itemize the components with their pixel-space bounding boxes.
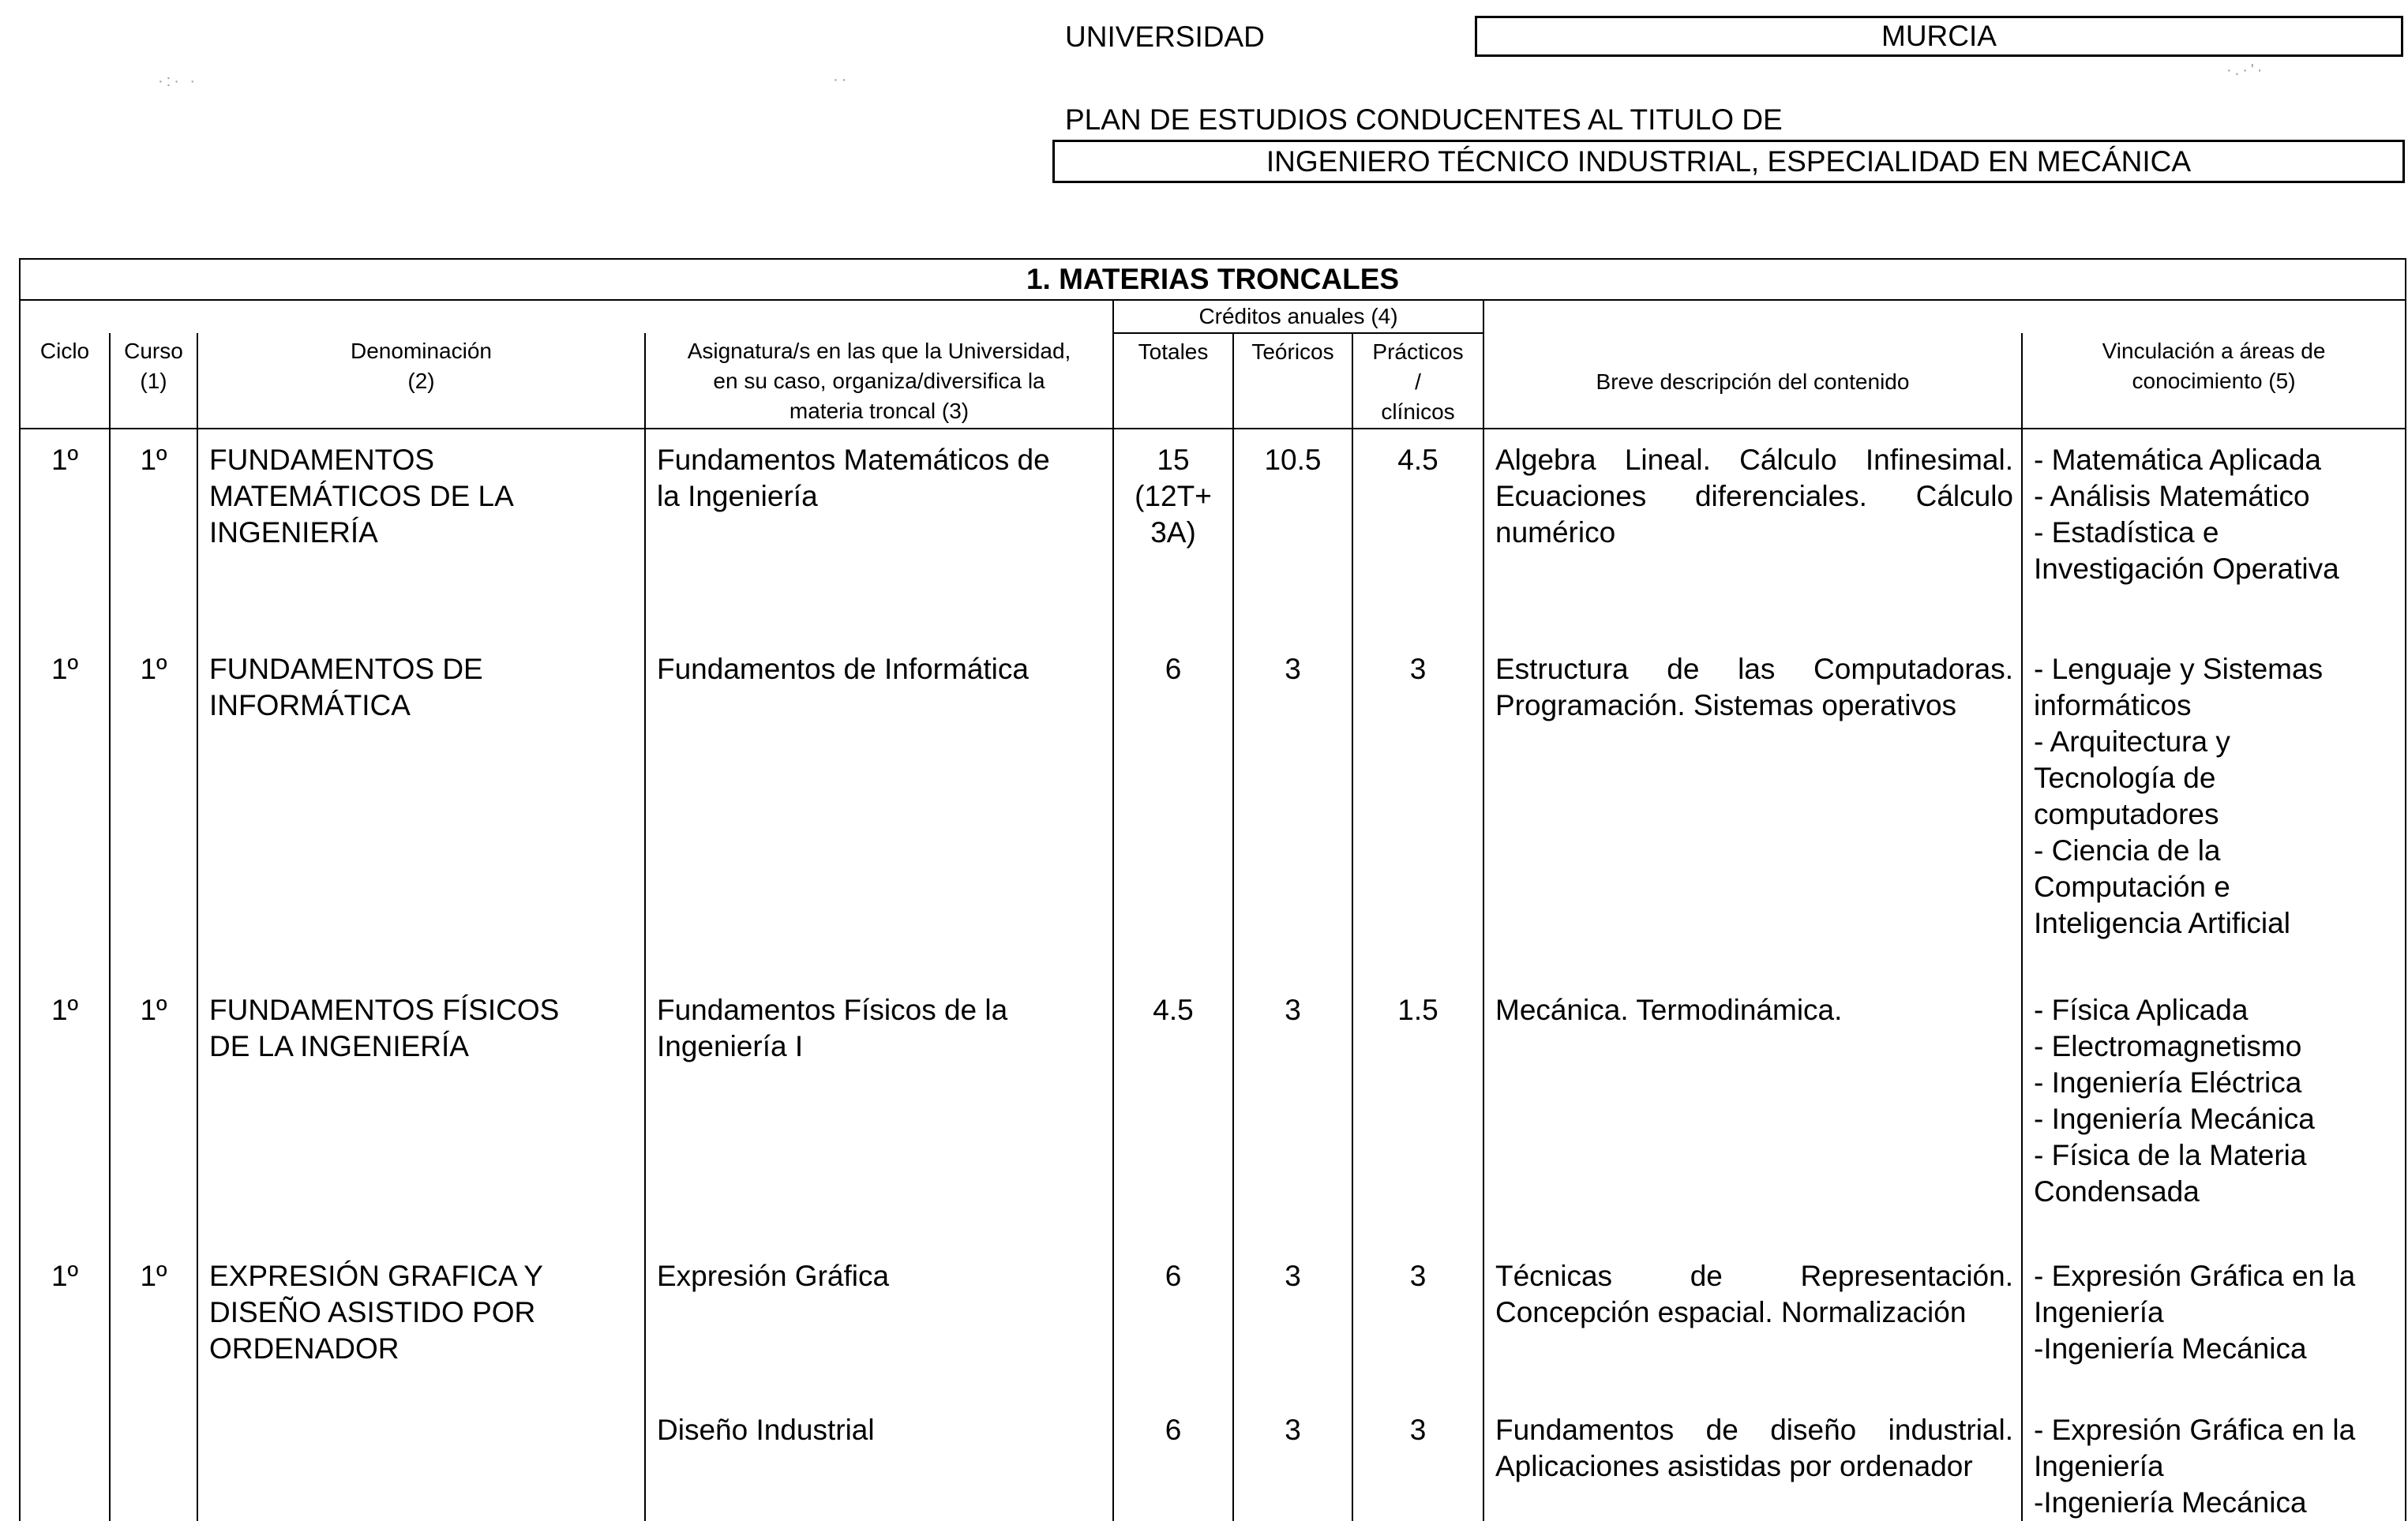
denominacion-cell bbox=[197, 429, 645, 615]
asignatura-cell bbox=[645, 615, 1113, 956]
practicos-cell bbox=[1352, 615, 1483, 956]
universidad-value: MURCIA bbox=[1881, 20, 1997, 52]
teoricos-cell bbox=[1233, 1376, 1352, 1521]
vinculacion-cell-line: Ingeniería bbox=[2034, 1450, 2164, 1482]
practicos-cell bbox=[1352, 956, 1483, 1222]
vinculacion-cell-line: -Ingeniería Mecánica bbox=[2034, 1486, 2307, 1519]
practicos-cell-line: 1.5 bbox=[1397, 994, 1438, 1026]
asignatura-label-line: en su caso, organiza/diversifica la bbox=[713, 369, 1045, 393]
vinculacion-cell-line: - Lenguaje y Sistemas bbox=[2034, 653, 2324, 685]
vinculacion-cell-line: - Ciencia de la bbox=[2034, 834, 2221, 867]
totales-cell-line: 15 bbox=[1157, 444, 1190, 476]
denominacion-cell-line: INGENIERÍA bbox=[209, 516, 378, 549]
vinculacion-cell-line: Tecnología de bbox=[2034, 762, 2216, 794]
vinculacion-label-line: conocimiento (5) bbox=[2132, 369, 2296, 393]
ciclo-cell-line: 1º bbox=[51, 1260, 79, 1292]
descripcion-cell bbox=[1483, 956, 2022, 1222]
vinculacion-cell-line: - Matemática Aplicada bbox=[2034, 444, 2322, 476]
vinculacion-cell-line: - Arquitectura y bbox=[2034, 725, 2230, 758]
universidad-label: UNIVERSIDAD bbox=[1065, 21, 1265, 53]
curso-cell bbox=[110, 615, 197, 956]
descripcion-cell-line: Mecánica. Termodinámica. bbox=[1495, 994, 1843, 1026]
curso-cell-line: 1º bbox=[140, 1260, 167, 1292]
asignatura-cell-line: Fundamentos de Informática bbox=[657, 653, 1029, 685]
asignatura-cell-line: Ingeniería I bbox=[657, 1030, 804, 1062]
materias-troncales-table bbox=[19, 258, 2406, 1521]
totales-cell-line: (12T+ bbox=[1135, 480, 1212, 512]
col-header-asignatura bbox=[645, 333, 1113, 429]
vinculacion-label-line: Vinculación a áreas de bbox=[2102, 339, 2326, 363]
blank-header-cell bbox=[1483, 300, 2406, 333]
totales-cell-line: 6 bbox=[1165, 653, 1182, 685]
scan-speck: ·· bbox=[833, 71, 850, 88]
practicos-cell-line: 3 bbox=[1409, 1414, 1427, 1446]
denominacion-cell-line: FUNDAMENTOS bbox=[209, 444, 435, 476]
ciclo-cell bbox=[20, 615, 110, 956]
curso-cell bbox=[110, 1376, 197, 1521]
denominacion-cell-line: DISEÑO ASISTIDO POR bbox=[209, 1296, 536, 1328]
asignatura-cell bbox=[645, 1376, 1113, 1521]
vinculacion-cell-line: Inteligencia Artificial bbox=[2034, 907, 2290, 939]
vinculacion-cell-line: - Estadística e bbox=[2034, 516, 2219, 549]
totales-cell bbox=[1113, 615, 1233, 956]
col-header-vinculacion bbox=[2022, 333, 2406, 429]
denominacion-cell-line: EXPRESIÓN GRAFICA Y bbox=[209, 1260, 543, 1292]
vinculacion-cell-line: computadores bbox=[2034, 798, 2219, 830]
descripcion-cell-line: Concepción espacial. Normalización bbox=[1495, 1296, 1967, 1328]
descripcion-cell bbox=[1483, 429, 2022, 615]
vinculacion-cell bbox=[2022, 1376, 2406, 1521]
practicos-cell bbox=[1352, 1376, 1483, 1521]
ciclo-cell bbox=[20, 1222, 110, 1376]
descripcion-label: Breve descripción del contenido bbox=[1596, 369, 1910, 394]
asignatura-cell bbox=[645, 429, 1113, 615]
asignatura-cell bbox=[645, 956, 1113, 1222]
practicos-cell bbox=[1352, 1222, 1483, 1376]
vinculacion-cell-line: - Ingeniería Eléctrica bbox=[2034, 1066, 2302, 1099]
teoricos-cell bbox=[1233, 1222, 1352, 1376]
curso-note: (1) bbox=[140, 369, 167, 393]
titulo-value-box bbox=[1052, 140, 2405, 183]
descripcion-cell-line: Algebra Lineal. Cálculo Infinesimal. bbox=[1495, 444, 2013, 476]
denominacion-cell bbox=[197, 1376, 645, 1521]
totales-cell-line: 3A) bbox=[1150, 516, 1196, 549]
descripcion-cell bbox=[1483, 1222, 2022, 1376]
totales-cell bbox=[1113, 1222, 1233, 1376]
teoricos-label: Teóricos bbox=[1251, 339, 1334, 364]
vinculacion-cell-line: Ingeniería bbox=[2034, 1296, 2164, 1328]
ciclo-cell-line: 1º bbox=[51, 444, 79, 476]
titulo-value: INGENIERO TÉCNICO INDUSTRIAL, ESPECIALIDAD EN MECÁNICA bbox=[1266, 144, 2192, 178]
practicos-label-line: clínicos bbox=[1381, 399, 1455, 424]
asignatura-cell-line: Fundamentos Físicos de la bbox=[657, 994, 1008, 1026]
practicos-cell bbox=[1352, 429, 1483, 615]
vinculacion-cell-line: - Expresión Gráfica en la bbox=[2034, 1414, 2356, 1446]
ciclo-cell bbox=[20, 429, 110, 615]
teoricos-cell-line: 3 bbox=[1285, 1260, 1301, 1292]
ciclo-cell-line: 1º bbox=[51, 994, 79, 1026]
blank-header-cell bbox=[20, 300, 1113, 333]
asignatura-cell-line: Fundamentos Matemáticos de bbox=[657, 444, 1050, 476]
col-header-totales bbox=[1113, 333, 1233, 429]
col-header-descripcion bbox=[1483, 333, 2022, 429]
vinculacion-cell-line: - Análisis Matemático bbox=[2034, 480, 2310, 512]
totales-cell-line: 6 bbox=[1165, 1260, 1182, 1292]
descripcion-cell-line: numérico bbox=[1495, 516, 1616, 549]
denominacion-note: (2) bbox=[407, 369, 435, 393]
denominacion-label: Denominación bbox=[351, 339, 492, 363]
vinculacion-cell-line: Investigación Operativa bbox=[2034, 553, 2339, 585]
totales-label: Totales bbox=[1138, 339, 1209, 364]
descripcion-cell bbox=[1483, 615, 2022, 956]
vinculacion-cell bbox=[2022, 429, 2406, 615]
table-row bbox=[20, 1222, 2406, 1376]
vinculacion-cell-line: - Expresión Gráfica en la bbox=[2034, 1260, 2356, 1292]
curso-cell bbox=[110, 1222, 197, 1376]
vinculacion-cell-line: - Electromagnetismo bbox=[2034, 1030, 2302, 1062]
denominacion-cell-line: FUNDAMENTOS FÍSICOS bbox=[209, 994, 560, 1026]
table-title: 1. MATERIAS TRONCALES bbox=[20, 259, 2406, 300]
table-row bbox=[20, 956, 2406, 1222]
col-header-practicos bbox=[1352, 333, 1483, 429]
plan-label: PLAN DE ESTUDIOS CONDUCENTES AL TITULO DE bbox=[1065, 103, 1783, 136]
asignatura-cell-line: la Ingeniería bbox=[657, 480, 818, 512]
col-header-curso bbox=[110, 333, 197, 429]
col-header-denominacion bbox=[197, 333, 645, 429]
denominacion-cell-line: DE LA INGENIERÍA bbox=[209, 1030, 469, 1062]
totales-cell-line: 6 bbox=[1165, 1414, 1182, 1446]
ciclo-label: Ciclo bbox=[39, 339, 90, 363]
curso-label: Curso bbox=[124, 339, 183, 363]
asignatura-label-line: materia troncal (3) bbox=[789, 399, 970, 423]
teoricos-cell-line: 3 bbox=[1285, 1414, 1301, 1446]
ciclo-cell bbox=[20, 956, 110, 1222]
practicos-cell-line: 3 bbox=[1409, 653, 1427, 685]
vinculacion-cell-line: - Ingeniería Mecánica bbox=[2034, 1103, 2315, 1135]
table-row bbox=[20, 429, 2406, 615]
descripcion-cell-line: Aplicaciones asistidas por ordenador bbox=[1495, 1450, 1973, 1482]
teoricos-cell-line: 3 bbox=[1285, 653, 1301, 685]
table-row bbox=[20, 615, 2406, 956]
teoricos-cell bbox=[1233, 429, 1352, 615]
denominacion-cell bbox=[197, 956, 645, 1222]
ciclo-cell bbox=[20, 1376, 110, 1521]
vinculacion-cell-line: Computación e bbox=[2034, 871, 2230, 903]
totales-cell bbox=[1113, 956, 1233, 1222]
descripcion-cell-line: Programación. Sistemas operativos bbox=[1495, 689, 1957, 721]
teoricos-cell bbox=[1233, 956, 1352, 1222]
vinculacion-cell bbox=[2022, 956, 2406, 1222]
teoricos-cell-line: 10.5 bbox=[1264, 444, 1322, 476]
practicos-cell-line: 4.5 bbox=[1397, 444, 1438, 476]
totales-cell bbox=[1113, 1376, 1233, 1521]
vinculacion-cell bbox=[2022, 1222, 2406, 1376]
asignatura-cell bbox=[645, 1222, 1113, 1376]
descripcion-cell-line: Fundamentos de diseño industrial. bbox=[1495, 1414, 2013, 1446]
denominacion-cell-line: INFORMÁTICA bbox=[209, 689, 411, 721]
totales-cell-line: 4.5 bbox=[1153, 994, 1194, 1026]
table-row bbox=[20, 1376, 2406, 1521]
ciclo-cell-line: 1º bbox=[51, 653, 79, 685]
vinculacion-cell-line: informáticos bbox=[2034, 689, 2192, 721]
totales-cell bbox=[1113, 429, 1233, 615]
descripcion-cell-line: Técnicas de Representación. bbox=[1495, 1260, 2013, 1292]
creditos-anuales-header: Créditos anuales (4) bbox=[1113, 300, 1483, 333]
curso-cell-line: 1º bbox=[140, 653, 167, 685]
descripcion-cell-line: Ecuaciones diferenciales. Cálculo bbox=[1495, 480, 2013, 512]
curso-cell-line: 1º bbox=[140, 994, 167, 1026]
universidad-value-box bbox=[1475, 16, 2403, 57]
curso-cell-line: 1º bbox=[140, 444, 167, 476]
curso-cell bbox=[110, 956, 197, 1222]
denominacion-cell-line: FUNDAMENTOS DE bbox=[209, 653, 483, 685]
vinculacion-cell-line: Condensada bbox=[2034, 1175, 2200, 1208]
vinculacion-cell bbox=[2022, 615, 2406, 956]
teoricos-cell bbox=[1233, 615, 1352, 956]
col-header-ciclo bbox=[20, 333, 110, 429]
denominacion-cell-line: ORDENADOR bbox=[209, 1332, 399, 1365]
scan-speck: ·:· · bbox=[158, 73, 199, 90]
practicos-label-line: / bbox=[1415, 369, 1421, 394]
denominacion-cell bbox=[197, 615, 645, 956]
practicos-cell-line: 3 bbox=[1409, 1260, 1427, 1292]
asignatura-label-line: Asignatura/s en las que la Universidad, bbox=[687, 339, 1071, 363]
curso-cell bbox=[110, 429, 197, 615]
teoricos-cell-line: 3 bbox=[1285, 994, 1301, 1026]
practicos-label-line: Prácticos bbox=[1372, 339, 1464, 364]
vinculacion-cell-line: - Física de la Materia bbox=[2034, 1139, 2307, 1171]
asignatura-cell-line: Diseño Industrial bbox=[657, 1414, 875, 1446]
descripcion-cell bbox=[1483, 1376, 2022, 1521]
table-body bbox=[20, 429, 2406, 1521]
scan-speck: ·.·'· bbox=[2226, 62, 2266, 79]
denominacion-cell bbox=[197, 1222, 645, 1376]
denominacion-cell-line: MATEMÁTICOS DE LA bbox=[209, 480, 514, 512]
descripcion-cell-line: Estructura de las Computadoras. bbox=[1495, 653, 2013, 685]
asignatura-cell-line: Expresión Gráfica bbox=[657, 1260, 890, 1292]
vinculacion-cell-line: -Ingeniería Mecánica bbox=[2034, 1332, 2307, 1365]
vinculacion-cell-line: - Física Aplicada bbox=[2034, 994, 2249, 1026]
col-header-teoricos bbox=[1233, 333, 1352, 429]
